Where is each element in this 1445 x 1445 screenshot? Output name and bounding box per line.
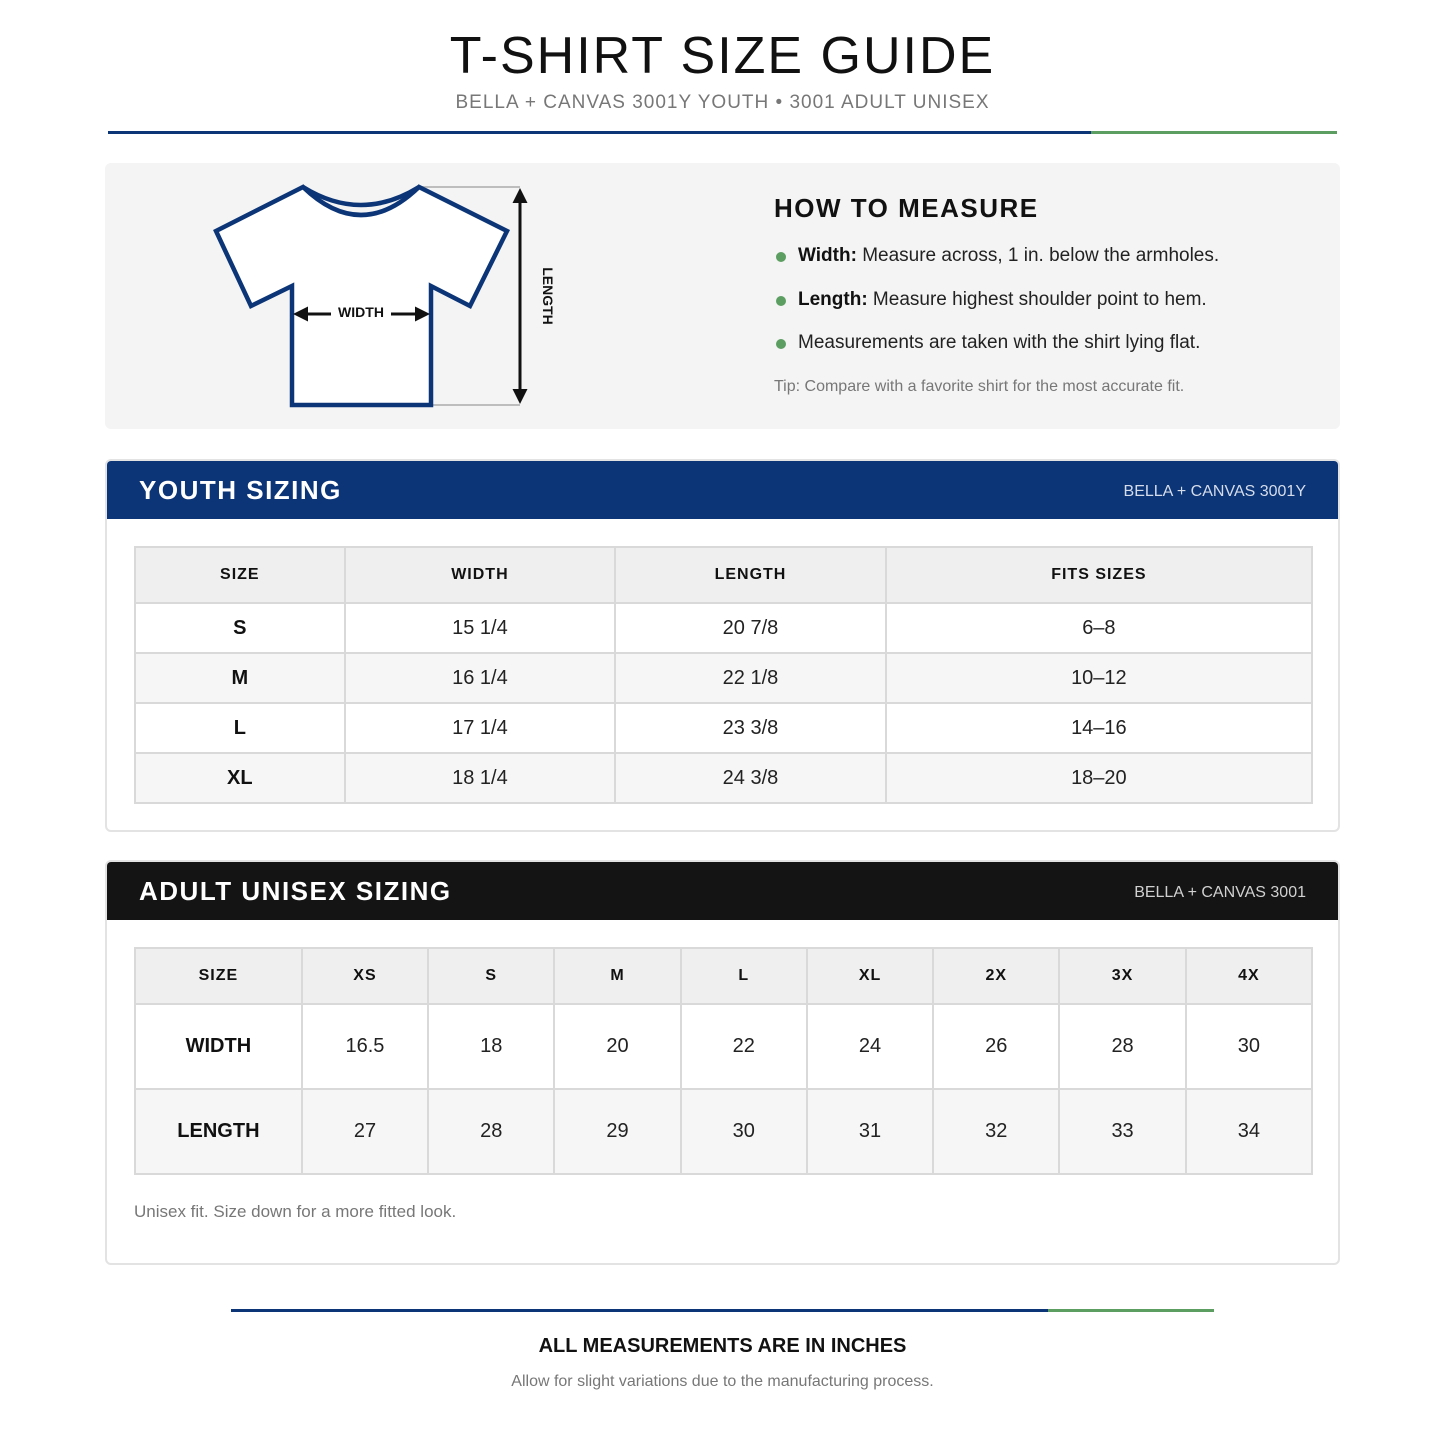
measure-tip: Tip: Compare with a favorite shirt for the most accurate fit.: [774, 378, 1185, 395]
size-cell: XL: [135, 753, 345, 803]
table-cell: 30: [1186, 1004, 1312, 1089]
table-cell: 20 7/8: [615, 603, 886, 653]
table-cell: 27: [302, 1089, 428, 1174]
youth-card-header: [107, 461, 1338, 519]
table-cell: 17 1/4: [345, 703, 616, 753]
column-header: L: [681, 948, 807, 1004]
column-header: SIZE: [135, 547, 345, 603]
column-header: XL: [807, 948, 933, 1004]
measure-item-text: Measure across, 1 in. below the armholes.: [856, 245, 1220, 266]
table-cell: 16 1/4: [345, 653, 616, 703]
bullet-dot-icon: [776, 252, 786, 262]
table-header-row: [135, 547, 1312, 603]
table-cell: 22: [681, 1004, 807, 1089]
table-cell: 32: [933, 1089, 1059, 1174]
youth-sizing-card: [105, 459, 1340, 832]
tshirt-outline-icon: [216, 187, 507, 405]
footer-divider: [231, 1309, 1214, 1312]
table-cell: 18–20: [886, 753, 1312, 803]
list-item: [774, 332, 1219, 376]
table-cell: 16.5: [302, 1004, 428, 1089]
table-cell: 15 1/4: [345, 603, 616, 653]
tshirt-diagram: [105, 163, 725, 429]
page-title: T-SHIRT SIZE GUIDE: [449, 27, 996, 85]
adult-model: BELLA + CANVAS 3001: [1134, 884, 1306, 901]
table-row: [135, 703, 1312, 753]
table-cell: 24 3/8: [615, 753, 886, 803]
adult-size-table: [134, 947, 1313, 1175]
table-row: [135, 603, 1312, 653]
table-cell: 22 1/8: [615, 653, 886, 703]
table-cell: 28: [428, 1089, 554, 1174]
list-item: [774, 245, 1219, 289]
column-header: 2X: [933, 948, 1059, 1004]
table-row: [135, 653, 1312, 703]
table-cell: 20: [554, 1004, 680, 1089]
youth-title: YOUTH SIZING: [139, 475, 342, 505]
column-header: M: [554, 948, 680, 1004]
column-header: S: [428, 948, 554, 1004]
measure-item-label: Width:: [798, 245, 857, 266]
bullet-dot-icon: [776, 339, 786, 349]
page-subtitle: BELLA + CANVAS 3001Y YOUTH • 3001 ADULT UNISEX: [455, 92, 990, 113]
how-to-measure-title: HOW TO MEASURE: [774, 193, 1039, 223]
column-header: 3X: [1059, 948, 1185, 1004]
adult-sizing-card: [105, 860, 1340, 1265]
youth-size-table: [134, 546, 1313, 804]
size-cell: L: [135, 703, 345, 753]
table-cell: 18 1/4: [345, 753, 616, 803]
table-row: [135, 1004, 1312, 1089]
table-cell: 29: [554, 1089, 680, 1174]
adult-card-header: [107, 862, 1338, 920]
column-header: SIZE: [135, 948, 302, 1004]
table-cell: 30: [681, 1089, 807, 1174]
table-cell: 33: [1059, 1089, 1185, 1174]
header-divider: [108, 131, 1337, 134]
table-cell: 10–12: [886, 653, 1312, 703]
table-cell: 28: [1059, 1004, 1185, 1089]
bullet-dot-icon: [776, 296, 786, 306]
table-cell: 14–16: [886, 703, 1312, 753]
column-header: 4X: [1186, 948, 1312, 1004]
measure-item-text: Measure highest shoulder point to hem.: [867, 288, 1207, 310]
row-header-cell: LENGTH: [135, 1089, 302, 1174]
table-cell: 26: [933, 1004, 1059, 1089]
adult-fit-note: Unisex fit. Size down for a more fitted look.: [134, 1202, 457, 1221]
column-header: WIDTH: [345, 547, 616, 603]
column-header: XS: [302, 948, 428, 1004]
row-header-cell: WIDTH: [135, 1004, 302, 1089]
footer-subtitle: Allow for slight variations due to the manufacturing process.: [511, 1373, 934, 1390]
table-cell: 24: [807, 1004, 933, 1089]
column-header: LENGTH: [615, 547, 886, 603]
column-header: FITS SIZES: [886, 547, 1312, 603]
youth-model: BELLA + CANVAS 3001Y: [1123, 483, 1306, 500]
table-cell: 18: [428, 1004, 554, 1089]
list-item: [774, 289, 1219, 333]
how-to-measure-list: [774, 245, 1219, 376]
length-label: LENGTH: [540, 267, 556, 325]
adult-title: ADULT UNISEX SIZING: [139, 876, 452, 906]
width-label: WIDTH: [338, 304, 384, 320]
table-cell: 23 3/8: [615, 703, 886, 753]
table-cell: 6–8: [886, 603, 1312, 653]
table-row: [135, 753, 1312, 803]
table-cell: 31: [807, 1089, 933, 1174]
table-header-row: [135, 948, 1312, 1004]
measure-item-label: Length:: [798, 288, 868, 310]
size-cell: S: [135, 603, 345, 653]
table-row: [135, 1089, 1312, 1174]
how-to-measure-panel: [105, 163, 1340, 429]
measure-item-text: Measurements are taken with the shirt lying flat.: [798, 332, 1201, 353]
table-cell: 34: [1186, 1089, 1312, 1174]
footer-title: ALL MEASUREMENTS ARE IN INCHES: [538, 1335, 907, 1357]
size-cell: M: [135, 653, 345, 703]
